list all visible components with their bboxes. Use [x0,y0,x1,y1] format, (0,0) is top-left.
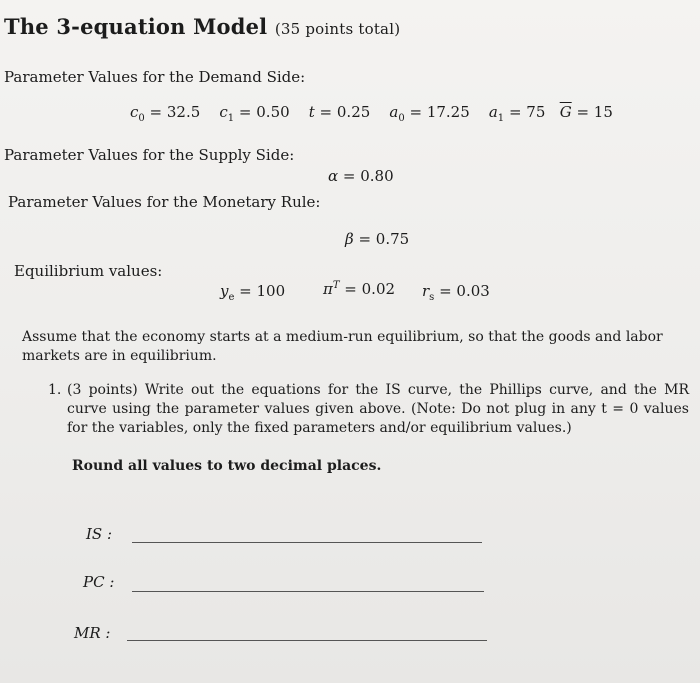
title-points: (35 points total) [274,20,401,38]
supply-alpha: α = 0.80 [328,167,394,185]
assumption-paragraph: Assume that the economy starts at a medium-run equilibrium, so that the goods and labor markets are in equilibrium. [22,329,663,364]
equilibrium-rs: $r_s = 0.03$ [422,282,490,303]
mr-label: MR : [74,624,111,642]
param-t: t = 0.25 [308,103,371,121]
param-c1: $c_1 = 0.50$ [219,103,290,124]
is-label: IS : [86,525,113,543]
equilibrium-heading: Equilibrium values: [14,262,163,280]
param-c0: $c_0 = 32.5$ [130,103,201,124]
round-instruction: Round all values to two decimal places. [72,458,382,474]
param-a0: $a_0 = 17.25$ [389,103,470,124]
page-title [4,14,400,39]
pc-label: PC : [83,573,115,591]
question-number: 1. [48,382,62,398]
monetary-beta: β = 0.75 [345,230,410,248]
question-text: (3 points) Write out the equations for the IS curve, the Phillips curve, and the MR curve using the parameter values given above. (Note: Do not plug in any t = 0 values for the variables, only the fixed parameters and/or equilibrium values.) [67,382,689,436]
demand-params [130,103,613,124]
mr-answer-line[interactable] [127,640,487,641]
equilibrium-ye: $y_e = 100$ [220,282,286,303]
is-answer-line[interactable] [132,542,482,543]
param-g: $\overline{G} = 15$ [559,103,613,121]
equilibrium-pi: $\pi^T = 0.02$ [323,280,396,298]
param-a1: $a_1 = 75$ [488,103,546,124]
monetary-heading: Parameter Values for the Monetary Rule: [8,193,321,211]
title-main: The 3-equation Model [4,14,268,39]
pc-answer-line[interactable] [132,591,484,592]
demand-heading: Parameter Values for the Demand Side: [4,68,306,86]
supply-heading: Parameter Values for the Supply Side: [4,146,295,164]
